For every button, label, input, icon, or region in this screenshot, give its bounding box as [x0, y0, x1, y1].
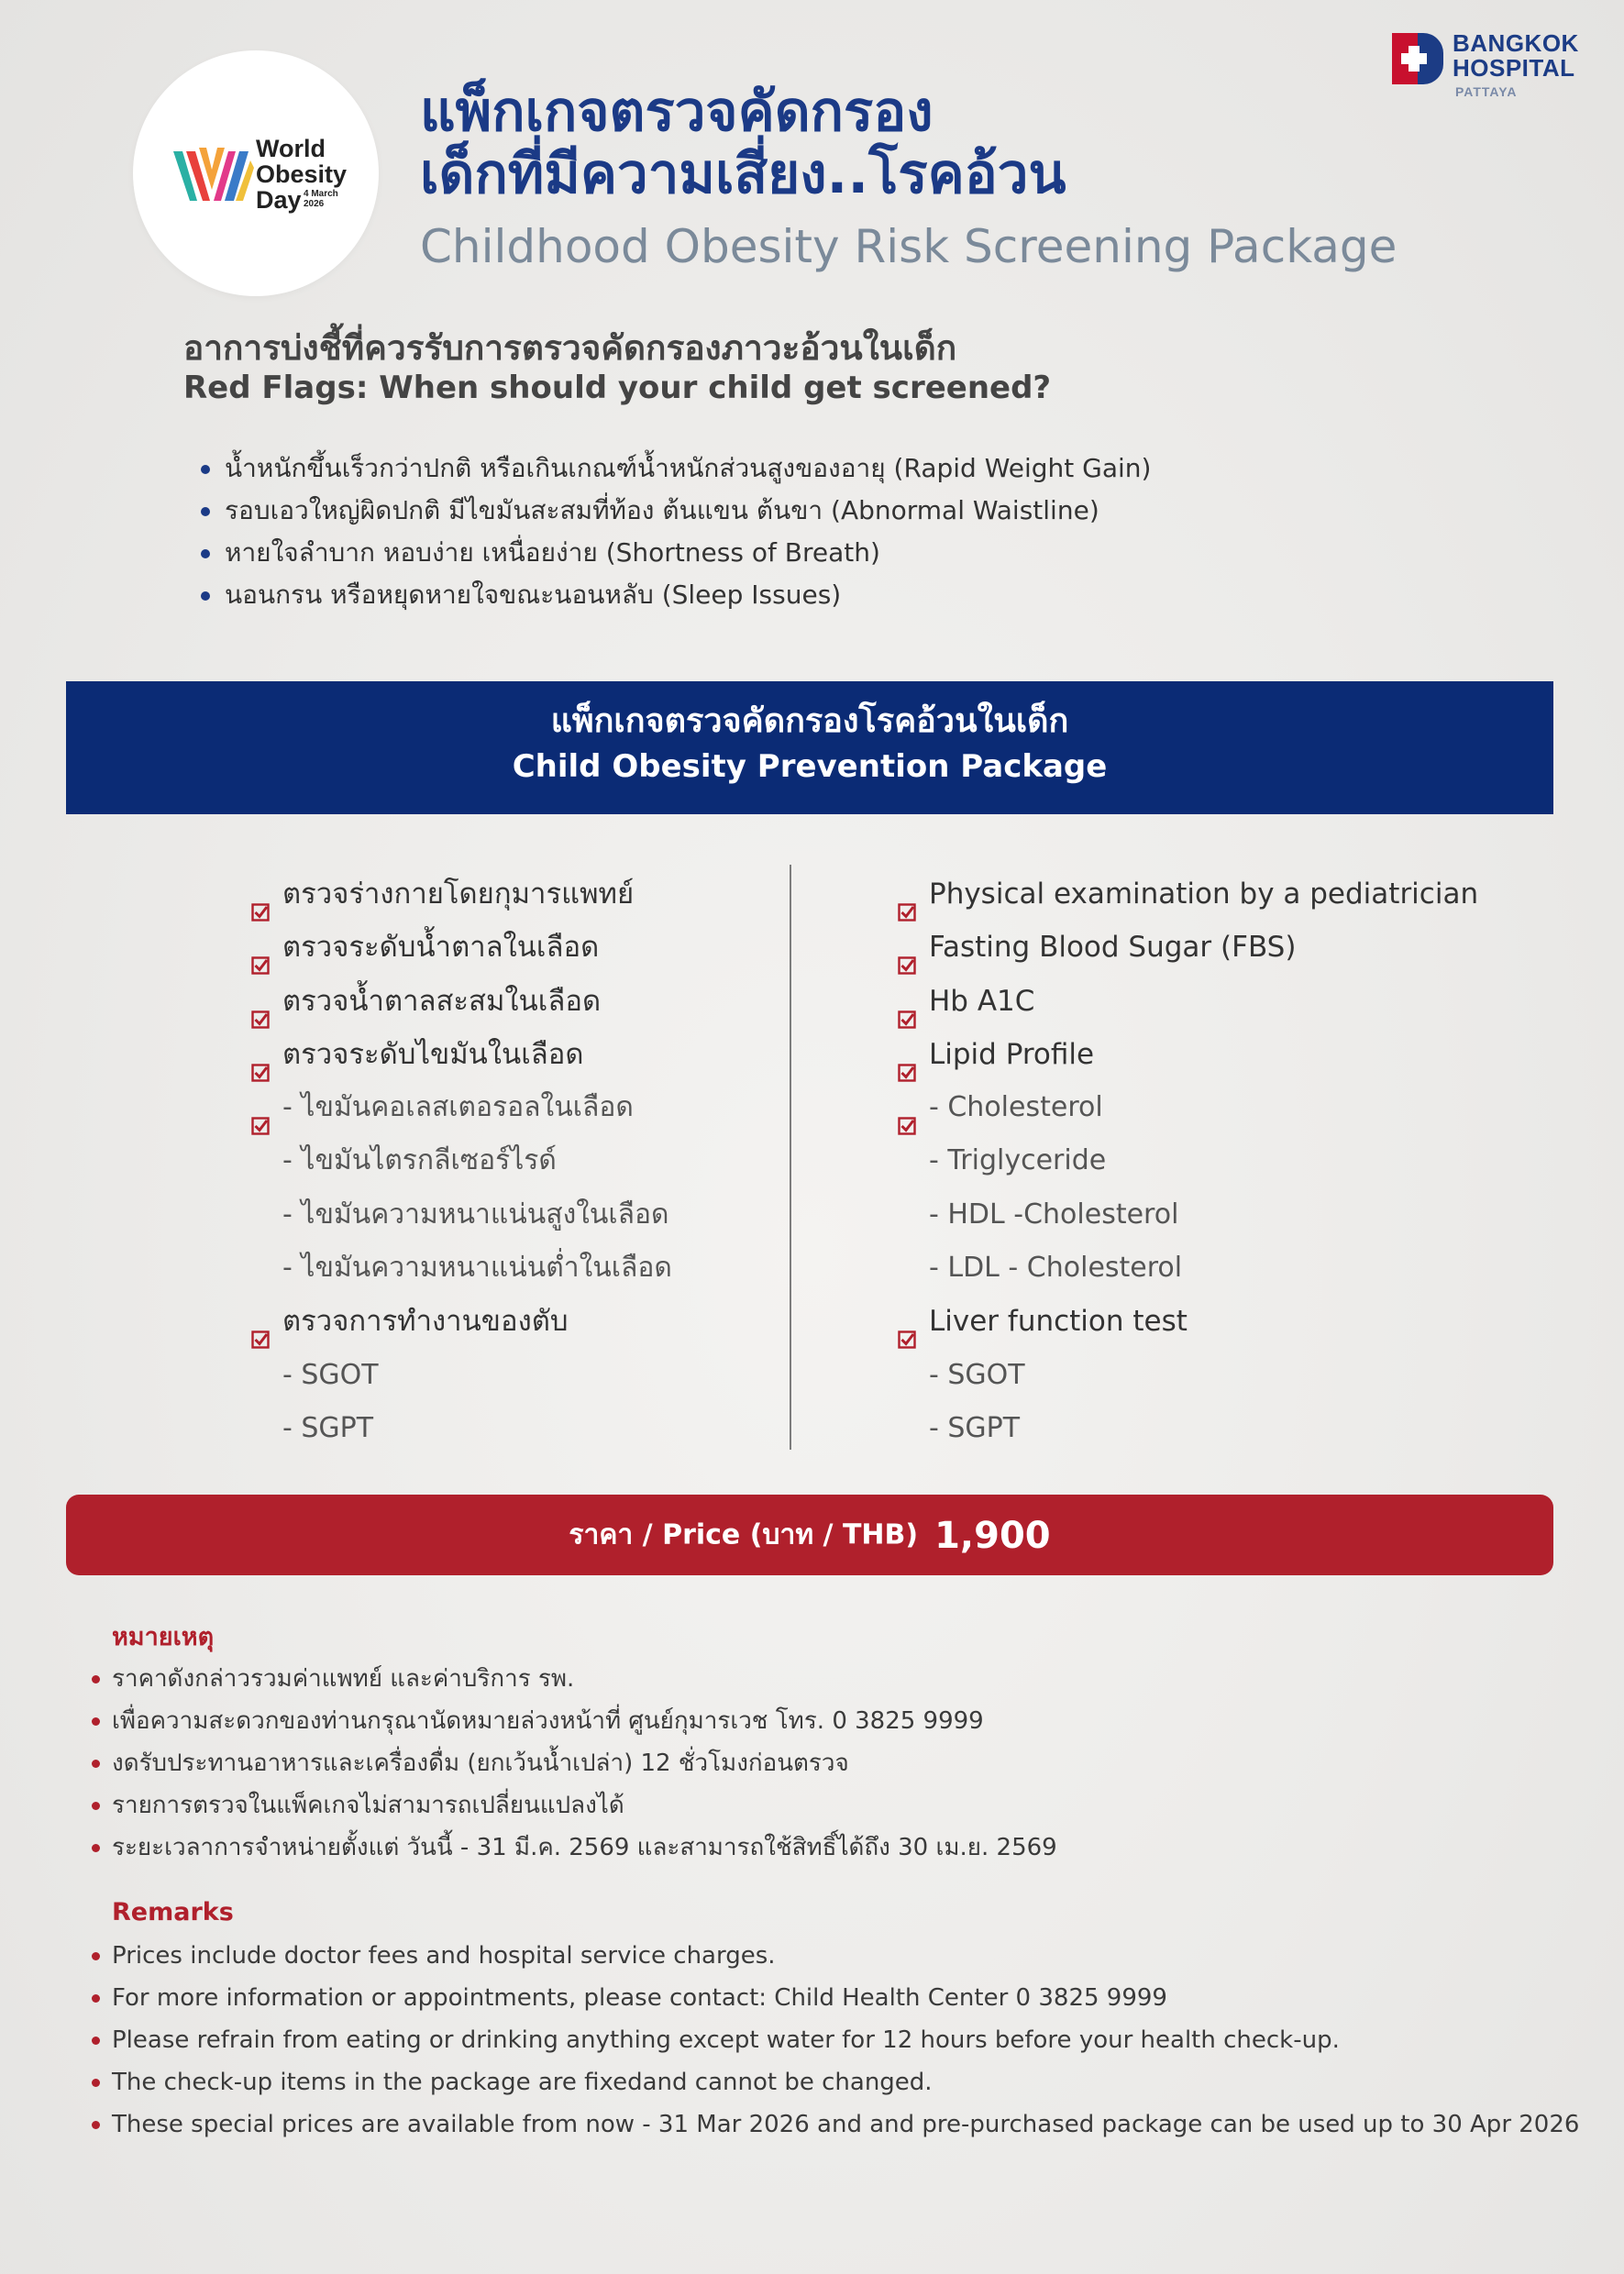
package-item-text: ตรวจร่างกายโดยกุมารแพทย์ — [282, 878, 635, 911]
brand-line-2: HOSPITAL — [1453, 54, 1575, 82]
package-item-text: - Triglyceride — [929, 1144, 1107, 1177]
page-title-th-line-2: เด็กที่มีความเสี่ยง..โรคอ้วน — [420, 142, 1066, 206]
list-item — [92, 2019, 1579, 2061]
package-item-text: ตรวจระดับไขมันในเลือด — [282, 1037, 584, 1071]
list-item — [898, 1295, 1521, 1348]
package-item-text: Physical examination by a pediatrician — [929, 878, 1479, 911]
remark-text: งดรับประทานอาหารและเครื่องดื่ม (ยกเว้นน้ำเปล่า) 12 ชั่วโมงก่อนตรวจ — [112, 1750, 849, 1777]
wod-date — [304, 189, 338, 209]
bullet-icon — [92, 1844, 100, 1852]
bullet-icon — [92, 2121, 100, 2129]
list-item — [92, 1658, 1057, 1700]
checkbox-checked-icon — [898, 1099, 916, 1118]
package-item-text: - SGOT — [929, 1358, 1025, 1391]
package-item-text: - SGPT — [282, 1411, 374, 1444]
red-flag-text: หายใจลำบาก หอบง่าย เหนื่อยง่าย (Shortness of Breath) — [225, 537, 880, 568]
remarks-heading-en: Remarks — [112, 1898, 234, 1926]
list-item — [251, 1349, 765, 1402]
page-title-th-line-1: แพ็กเกจตรวจคัดกรอง — [420, 80, 934, 144]
bullet-icon — [92, 1952, 100, 1960]
list-item — [92, 1700, 1057, 1742]
list-item — [251, 921, 765, 974]
list-item — [251, 1402, 765, 1455]
list-item — [898, 975, 1521, 1028]
list-item — [898, 1402, 1521, 1455]
list-item — [251, 1134, 765, 1187]
checkbox-checked-icon — [898, 1313, 916, 1331]
package-item-text: - SGOT — [282, 1358, 379, 1391]
checkbox-checked-icon — [251, 939, 270, 957]
list-item — [92, 1977, 1579, 2019]
price-bar — [66, 1495, 1553, 1575]
red-flags-heading-en: Red Flags: When should your child get screened? — [183, 370, 1052, 406]
package-items-th — [251, 867, 765, 1455]
red-flags-heading-th: อาการบ่งชี้ที่ควรรับการตรวจคัดกรองภาวะอ้วนในเด็ก — [183, 328, 957, 368]
list-item — [195, 532, 1151, 574]
package-item-text: ตรวจระดับน้ำตาลในเลือด — [282, 931, 600, 965]
bullet-icon — [92, 1717, 100, 1726]
package-banner — [66, 681, 1553, 814]
price-label: ราคา / Price (บาท / THB) — [569, 1518, 919, 1551]
list-item — [898, 1188, 1521, 1242]
bullet-icon — [92, 2037, 100, 2045]
list-item — [251, 1188, 765, 1242]
remarks-list-th — [92, 1658, 1057, 1869]
package-item-text: Hb A1C — [929, 984, 1035, 1018]
list-item — [92, 1784, 1057, 1827]
checkbox-checked-icon — [898, 1046, 916, 1065]
bullet-icon — [92, 1760, 100, 1768]
list-item — [898, 1242, 1521, 1295]
list-item — [195, 574, 1151, 616]
brand-branch: PATTAYA — [1455, 84, 1518, 99]
package-item-text: Lipid Profile — [929, 1037, 1095, 1071]
package-item-text: - ไขมันความหนาแน่นต่ำในเลือด — [282, 1252, 672, 1285]
list-item — [898, 921, 1521, 974]
list-item — [92, 1827, 1057, 1869]
list-item — [195, 490, 1151, 532]
package-item-text: - HDL -Cholesterol — [929, 1198, 1179, 1231]
wod-date-year: 2026 — [304, 199, 325, 209]
bullet-icon — [92, 1675, 100, 1683]
remarks-heading-th: หมายเหตุ — [112, 1623, 215, 1651]
package-item-text: - ไขมันไตรกลีเซอร์ไรด์ — [282, 1144, 557, 1177]
package-item-text: Liver function test — [929, 1305, 1188, 1339]
checkbox-checked-icon — [251, 993, 270, 1011]
remark-text: Please refrain from eating or drinking anything except water for 12 hours before your health check-up. — [112, 2026, 1340, 2054]
list-item — [898, 1134, 1521, 1187]
bangkok-hospital-logo — [1392, 31, 1603, 105]
red-flag-text: รอบเอวใหญ่ผิดปกติ มีไขมันสะสมที่ท้อง ต้นแขน ต้นขา (Abnormal Waistline) — [225, 495, 1099, 525]
list-item — [92, 2103, 1579, 2146]
red-flag-text: น้ำหนักขึ้นเร็วกว่าปกติ หรือเกินเกณฑ์น้ำหนักส่วนสูงของอายุ (Rapid Weight Gain) — [225, 453, 1152, 483]
price-value: 1,900 — [934, 1514, 1051, 1557]
checkbox-checked-icon — [251, 886, 270, 904]
bullet-icon — [92, 1802, 100, 1810]
list-item — [92, 1742, 1057, 1784]
package-item-text: ตรวจน้ำตาลสะสมในเลือด — [282, 984, 602, 1018]
checkbox-checked-icon — [898, 939, 916, 957]
package-item-text: Fasting Blood Sugar (FBS) — [929, 931, 1297, 965]
remark-text: รายการตรวจในแพ็คเกจไม่สามารถเปลี่ยนแปลงได้ — [112, 1792, 624, 1819]
package-items-en — [898, 867, 1521, 1455]
world-obesity-day-logo-mark-icon — [168, 135, 256, 217]
wod-date-day: 4 March — [304, 189, 338, 199]
checkbox-checked-icon — [251, 1099, 270, 1118]
package-title-th: แพ็กเกจตรวจคัดกรองโรคอ้วนในเด็ก — [550, 702, 1069, 740]
list-item — [251, 1295, 765, 1348]
package-title-en: Child Obesity Prevention Package — [512, 748, 1108, 785]
remark-text: Prices include doctor fees and hospital service charges. — [112, 1942, 776, 1970]
page-title-th — [420, 81, 1066, 205]
list-item — [92, 1935, 1579, 1977]
hospital-cross-icon — [1392, 33, 1443, 84]
package-item-text: - ไขมันความหนาแน่นสูงในเลือด — [282, 1198, 669, 1231]
wod-line-2: Obesity — [256, 160, 348, 188]
wod-line-1: World — [256, 135, 326, 162]
list-item — [92, 2061, 1579, 2103]
bullet-icon — [92, 2079, 100, 2087]
remark-text: The check-up items in the package are fixedand cannot be changed. — [112, 2069, 933, 2096]
remark-text: For more information or appointments, please contact: Child Health Center 0 3825 9999 — [112, 1984, 1167, 2012]
list-item — [251, 1028, 765, 1081]
checkbox-checked-icon — [898, 993, 916, 1011]
red-flags-list — [195, 447, 1151, 616]
brand-name — [1453, 31, 1579, 81]
brand-line-1: BANGKOK — [1453, 29, 1579, 57]
bullet-icon — [201, 591, 210, 601]
list-item — [251, 975, 765, 1028]
package-item-text: - Cholesterol — [929, 1091, 1103, 1124]
bullet-icon — [92, 1994, 100, 2003]
page-title-en: Childhood Obesity Risk Screening Package — [420, 220, 1398, 273]
list-item — [251, 1242, 765, 1295]
wod-line-3: Day — [256, 186, 302, 214]
checkbox-checked-icon — [898, 886, 916, 904]
remark-text: These special prices are available from now - 31 Mar 2026 and and pre-purchased package can be used up to 30 Apr 2026 — [112, 2111, 1580, 2138]
checkbox-checked-icon — [251, 1046, 270, 1065]
checkbox-checked-icon — [251, 1313, 270, 1331]
list-item — [195, 447, 1151, 490]
list-item — [898, 867, 1521, 921]
package-item-text: ตรวจการทำงานของตับ — [282, 1305, 569, 1339]
list-item — [251, 1081, 765, 1134]
remarks-list-en — [92, 1935, 1579, 2146]
bullet-icon — [201, 549, 210, 558]
package-item-text: - ไขมันคอเลสเตอรอลในเลือด — [282, 1091, 634, 1124]
list-item — [251, 867, 765, 921]
red-flag-text: นอนกรน หรือหยุดหายใจขณะนอนหลับ (Sleep Issues) — [225, 580, 842, 610]
package-item-text: - LDL - Cholesterol — [929, 1252, 1183, 1285]
remark-text: เพื่อความสะดวกของท่านกรุณานัดหมายล่วงหน้าที่ ศูนย์กุมารเวช โทร. 0 3825 9999 — [112, 1707, 984, 1735]
list-item — [898, 1349, 1521, 1402]
package-item-text: - SGPT — [929, 1411, 1021, 1444]
list-item — [898, 1081, 1521, 1134]
list-item — [898, 1028, 1521, 1081]
remark-text: ระยะเวลาการจำหน่ายตั้งแต่ วันนี้ - 31 มี.ค. 2569 และสามารถใช้สิทธิ์ได้ถึง 30 เม.ย. 2569 — [112, 1834, 1057, 1861]
bullet-icon — [201, 507, 210, 516]
bullet-icon — [201, 465, 210, 474]
column-divider — [790, 865, 791, 1450]
world-obesity-day-logo — [133, 50, 379, 296]
remark-text: ราคาดังกล่าวรวมค่าแพทย์ และค่าบริการ รพ. — [112, 1665, 575, 1693]
